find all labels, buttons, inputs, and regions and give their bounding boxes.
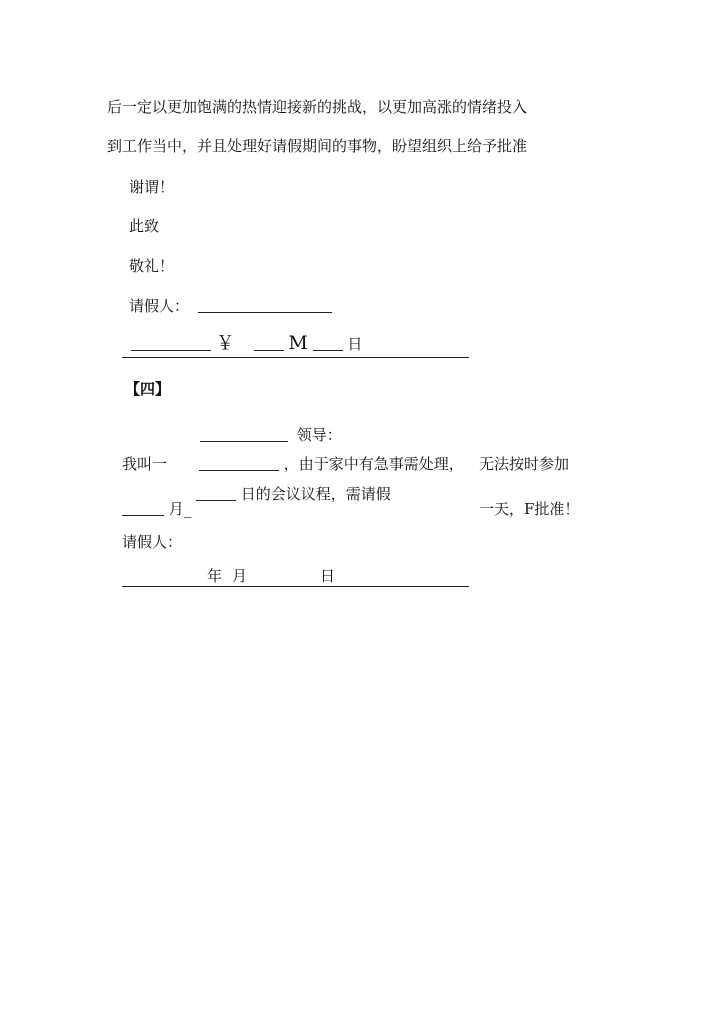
meeting-row: [196, 484, 391, 504]
leader-row: [200, 425, 342, 445]
divider-line-2: [122, 586, 469, 587]
section-title: 【四】: [125, 380, 171, 398]
jingli-text: 敬礼！: [129, 257, 175, 275]
one-day-text: 一天，F批准！: [479, 500, 580, 518]
body-line-2: 到工作当中，并且处理好请假期间的事物，盼望组织上给予批准: [107, 137, 528, 155]
day-text: 日: [347, 335, 363, 353]
name-blank: [199, 455, 279, 471]
year-blank: [131, 335, 211, 351]
reason-row: [199, 454, 464, 474]
applicant-blank: [198, 297, 332, 313]
applicant-label-2: 请假人：: [122, 533, 183, 551]
month-text: 月_: [168, 500, 192, 518]
meeting-day-blank: [196, 485, 236, 501]
reason-text: ，由于家中有急事需处理，: [283, 455, 464, 473]
month-row: [122, 499, 191, 519]
leader-blank: [200, 426, 288, 442]
year-text: 年: [207, 567, 223, 585]
day-text-2: 日: [320, 567, 336, 585]
month-glyph: M: [288, 332, 308, 354]
day-blank: [313, 335, 343, 351]
month-blank-2: [122, 500, 164, 516]
cannot-attend-text: 无法按时参加: [479, 455, 570, 473]
thanks-text: 谢谓！: [129, 178, 175, 196]
applicant-label: 请假人：: [129, 297, 190, 315]
body-line-1: 后一定以更加饱满的热情迎接新的挑战，以更加高涨的情绪投入: [107, 98, 528, 116]
year-glyph: ￥: [215, 332, 235, 354]
cizhi-text: 此致: [129, 217, 160, 235]
divider-line-1: [122, 357, 469, 358]
leader-text: 领导：: [296, 426, 342, 444]
month-blank: [254, 335, 284, 351]
name-prefix: 我叫一: [122, 455, 168, 473]
applicant-row: [129, 296, 332, 316]
month-text-2: 月: [232, 567, 248, 585]
meeting-text: 日的会议议程，需请假: [240, 485, 391, 503]
date-row: [131, 333, 362, 354]
